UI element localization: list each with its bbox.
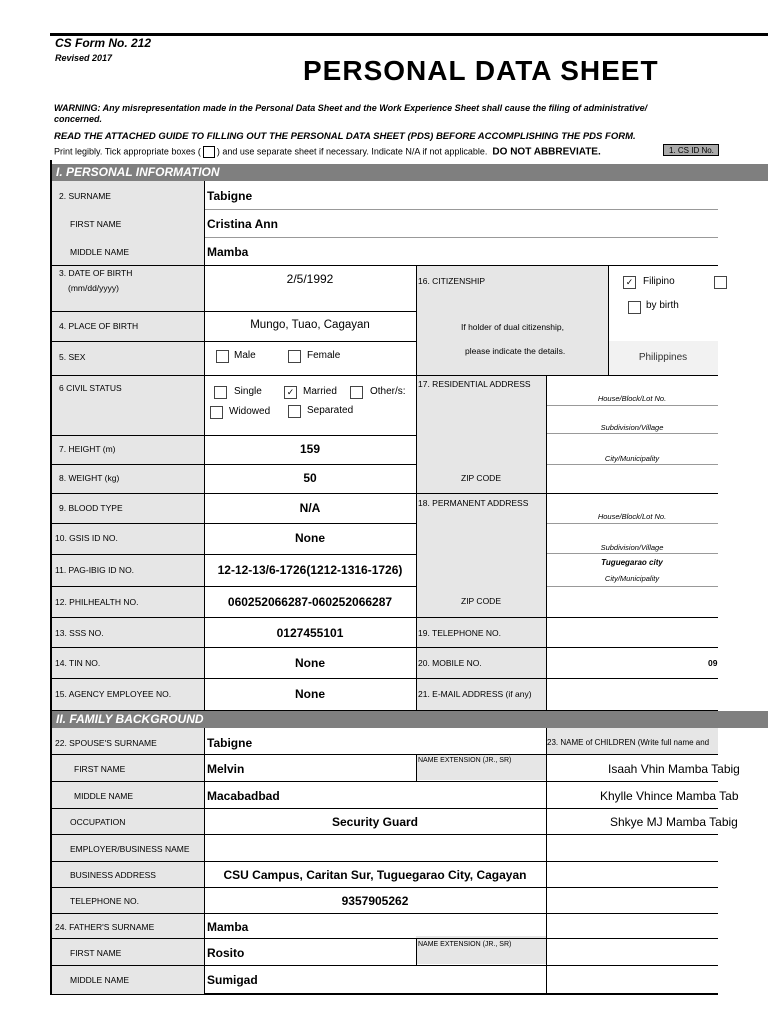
- print-instructions: Print legibly. Tick appropriate boxes ( ) and use separate sheet if necessary. Indicate N/A if not applicable. DO NOT ABBREVIATE.: [54, 146, 601, 158]
- father-middle-name-field[interactable]: Sumigad: [207, 973, 258, 987]
- civil-married-checkbox[interactable]: ✓: [284, 386, 297, 399]
- dual-citizenship-note-2: please indicate the details.: [465, 346, 566, 356]
- agency-field[interactable]: None: [295, 687, 325, 701]
- revised-note: Revised 2017: [55, 53, 113, 63]
- telephone-label: 19. TELEPHONE NO.: [418, 628, 501, 638]
- tin-label: 14. TIN NO.: [55, 658, 101, 668]
- father-first-name-field[interactable]: Rosito: [207, 946, 245, 960]
- sample-checkbox-icon: [203, 146, 215, 158]
- civil-separated-checkbox[interactable]: [288, 405, 301, 418]
- business-address-field[interactable]: CSU Campus, Caritan Sur, Tuguegarao City, Cagayan: [223, 868, 527, 882]
- height-field[interactable]: 159: [299, 442, 321, 456]
- perm-city-field[interactable]: Tuguegarao city: [601, 558, 663, 567]
- spouse-telephone-field[interactable]: 9357905262: [341, 894, 409, 908]
- civil-other-checkbox[interactable]: [350, 386, 363, 399]
- civil-widowed-checkbox[interactable]: [210, 406, 223, 419]
- pagibig-field[interactable]: 12-12-13/6-1726(1212-1316-1726): [217, 563, 403, 577]
- permanent-address-label: 18. PERMANENT ADDRESS: [418, 498, 529, 508]
- pagibig-label: 11. PAG-IBIG ID NO.: [55, 565, 135, 575]
- height-label: 7. HEIGHT (m): [59, 444, 116, 454]
- philhealth-label: 12. PHILHEALTH NO.: [55, 597, 139, 607]
- citizenship-filipino-checkbox[interactable]: ✓: [623, 276, 636, 289]
- dob-format-label: (mm/dd/yyyy): [68, 283, 119, 293]
- country-select[interactable]: Philippines: [638, 352, 688, 363]
- civil-status-label: 6 CIVIL STATUS: [59, 383, 122, 393]
- father-surname-label: 24. FATHER'S SURNAME: [55, 922, 155, 932]
- first-name-label: FIRST NAME: [70, 219, 122, 229]
- spouse-surname-field[interactable]: Tabigne: [207, 736, 253, 750]
- father-first-name-label: FIRST NAME: [70, 948, 122, 958]
- occupation-label: OCCUPATION: [70, 817, 126, 827]
- perm-city-label: City/Municipality: [604, 574, 660, 583]
- sex-male-label: Male: [234, 350, 256, 361]
- section-family-background: II. FAMILY BACKGROUND: [52, 711, 768, 728]
- child-name-3[interactable]: Shkye MJ Mamba Tabig: [610, 815, 738, 829]
- citizenship-label: 16. CITIZENSHIP: [418, 276, 486, 286]
- dob-field[interactable]: 2/5/1992: [286, 272, 334, 286]
- read-guide-text: READ THE ATTACHED GUIDE TO FILLING OUT THE PERSONAL DATA SHEET (PDS) BEFORE ACCOMPLISHING THE PDS FORM.: [54, 131, 636, 142]
- spouse-first-name-label: FIRST NAME: [74, 764, 126, 774]
- cs-id-label: 1. CS ID No.: [663, 144, 719, 156]
- spouse-telephone-label: TELEPHONE NO.: [70, 896, 139, 906]
- perm-zip-label: ZIP CODE: [461, 596, 501, 606]
- sex-male-checkbox[interactable]: [216, 350, 229, 363]
- civil-other-label: Other/s:: [370, 386, 406, 397]
- spouse-surname-label: 22. SPOUSE'S SURNAME: [55, 738, 157, 748]
- spouse-name-extension-label: NAME EXTENSION (JR., SR): [418, 757, 512, 764]
- page-title: PERSONAL DATA SHEET: [303, 55, 659, 86]
- business-address-label: BUSINESS ADDRESS: [70, 870, 156, 880]
- perm-house-label: House/Block/Lot No.: [597, 512, 667, 521]
- citizenship-dual-checkbox[interactable]: [714, 276, 727, 289]
- spouse-middle-name-label: MIDDLE NAME: [74, 791, 134, 801]
- agency-label: 15. AGENCY EMPLOYEE NO.: [55, 689, 172, 699]
- dob-label: 3. DATE OF BIRTH: [59, 268, 133, 278]
- sss-label: 13. SSS NO.: [55, 628, 104, 638]
- blood-type-label: 9. BLOOD TYPE: [59, 503, 123, 513]
- surname-label: 2. SURNAME: [59, 191, 111, 201]
- middle-name-label: MIDDLE NAME: [70, 247, 130, 257]
- tin-field[interactable]: None: [295, 656, 325, 670]
- child-name-1[interactable]: Isaah Vhin Mamba Tabig: [608, 762, 740, 776]
- philhealth-field[interactable]: 060252066287-060252066287: [227, 595, 393, 609]
- sss-field[interactable]: 0127455101: [276, 626, 344, 640]
- section-personal-info: I. PERSONAL INFORMATION: [52, 164, 768, 181]
- residential-address-label: 17. RESIDENTIAL ADDRESS: [418, 379, 531, 389]
- warning-text: WARNING: Any misrepresentation made in the Personal Data Sheet and the Work Experience Sheet shall cause the filing of administrative/: [54, 103, 648, 113]
- spouse-first-name-field[interactable]: Melvin: [207, 762, 245, 776]
- father-middle-name-label: MIDDLE NAME: [70, 975, 130, 985]
- by-birth-checkbox[interactable]: [628, 301, 641, 314]
- gsis-field[interactable]: None: [295, 531, 325, 545]
- weight-label: 8. WEIGHT (kg): [59, 473, 120, 483]
- pob-field[interactable]: Mungo, Tuao, Cagayan: [250, 319, 370, 331]
- res-house-label: House/Block/Lot No.: [597, 394, 667, 403]
- sex-female-label: Female: [307, 350, 341, 361]
- pob-label: 4. PLACE OF BIRTH: [59, 321, 139, 331]
- father-surname-field[interactable]: Mamba: [207, 920, 249, 934]
- sex-female-checkbox[interactable]: [288, 350, 301, 363]
- children-label: 23. NAME of CHILDREN (Write full name and: [547, 738, 710, 747]
- child-name-2[interactable]: Khylle Vhince Mamba Tab: [600, 789, 739, 803]
- middle-name-field[interactable]: Mamba: [207, 245, 249, 259]
- civil-married-label: Married: [303, 386, 337, 397]
- res-subdivision-label: Subdivision/Village: [600, 423, 664, 432]
- gsis-label: 10. GSIS ID NO.: [55, 533, 118, 543]
- citizenship-filipino-label: Filipino: [643, 276, 675, 287]
- civil-widowed-label: Widowed: [229, 406, 271, 417]
- father-name-extension-label: NAME EXTENSION (JR., SR): [418, 941, 512, 948]
- warning-text-cont: concerned.: [54, 114, 103, 124]
- blood-type-field[interactable]: N/A: [299, 501, 321, 515]
- by-birth-label: by birth: [646, 300, 679, 311]
- civil-single-checkbox[interactable]: [214, 386, 227, 399]
- occupation-field[interactable]: Security Guard: [331, 815, 419, 829]
- civil-single-label: Single: [234, 386, 262, 397]
- employer-label: EMPLOYER/BUSINESS NAME: [70, 844, 190, 854]
- mobile-field[interactable]: 09: [708, 658, 718, 668]
- spouse-middle-name-field[interactable]: Macabadbad: [207, 789, 280, 803]
- mobile-label: 20. MOBILE NO.: [418, 658, 482, 668]
- email-label: 21. E-MAIL ADDRESS (if any): [418, 689, 532, 699]
- sex-label: 5. SEX: [59, 352, 86, 362]
- first-name-field[interactable]: Cristina Ann: [207, 217, 278, 231]
- civil-separated-label: Separated: [307, 405, 354, 416]
- res-city-label: City/Municipality: [604, 454, 660, 463]
- form-number: CS Form No. 212: [55, 36, 152, 50]
- dual-citizenship-note: If holder of dual citizenship,: [461, 322, 565, 332]
- res-zip-label: ZIP CODE: [461, 473, 501, 483]
- surname-field[interactable]: Tabigne: [207, 189, 253, 203]
- weight-field[interactable]: 50: [303, 471, 317, 485]
- perm-subdivision-label: Subdivision/Village: [600, 543, 664, 552]
